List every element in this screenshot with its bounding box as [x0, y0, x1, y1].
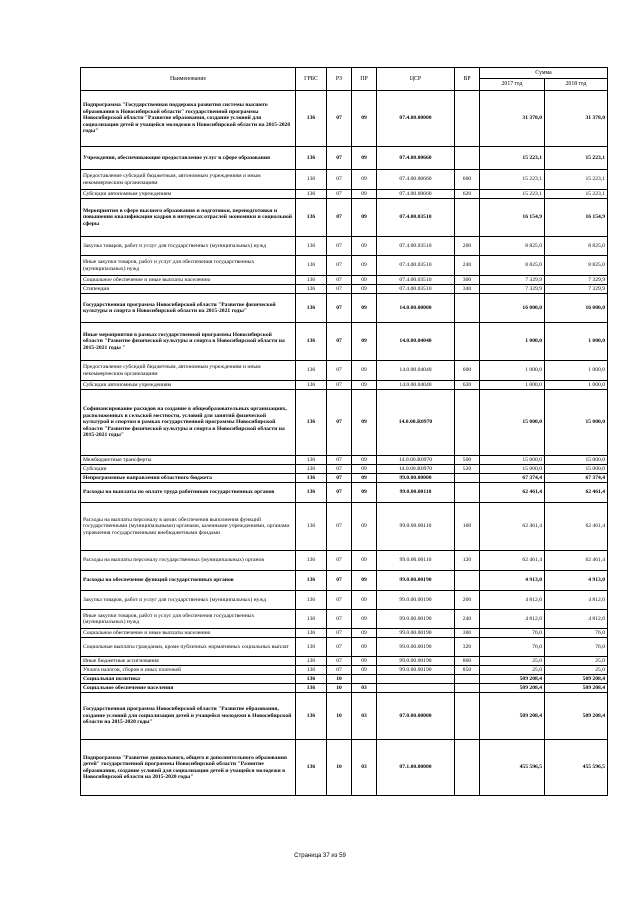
cell-sum-2018: 15 223,1: [545, 170, 608, 190]
cell-pr: 09: [352, 483, 377, 503]
cell-name: Субсидии автономным учреждениям: [81, 190, 296, 199]
cell-name: Государственная программа Новосибирской области "Развитие физической культуры и спорта в Новосибирской области на 2015-2021 годы": [81, 294, 296, 323]
cell-sum-2017: 15 000,0: [480, 465, 545, 474]
cell-csr: 14.0.00.04040: [377, 381, 455, 390]
cell-name: Учреждения, обеспечивающие предоставление услуг в сфере образования: [81, 147, 296, 170]
cell-sum-2017: 15 000,0: [480, 456, 545, 465]
cell-name: Расходы на выплаты по оплате труда работников государственных органов: [81, 483, 296, 503]
cell-vr: [455, 323, 480, 361]
cell-pr: 09: [352, 285, 377, 294]
header-name: Наименование: [81, 68, 296, 91]
cell-grbs: 136: [296, 551, 327, 571]
cell-grbs: 136: [296, 571, 327, 591]
cell-sum-2018: 62 461,4: [545, 483, 608, 503]
table-row: [81, 638, 608, 657]
cell-grbs: 136: [296, 740, 327, 796]
cell-rz: 07: [327, 591, 352, 610]
cell-grbs: 136: [296, 684, 327, 693]
table-row: [81, 276, 608, 285]
cell-vr: 620: [455, 381, 480, 390]
cell-sum-2018: 67 374,4: [545, 474, 608, 483]
cell-vr: [455, 483, 480, 503]
cell-sum-2017: 62 461,4: [480, 551, 545, 571]
cell-rz: 07: [327, 666, 352, 675]
cell-sum-2017: 16 154,9: [480, 199, 545, 237]
cell-grbs: 136: [296, 323, 327, 361]
header-year-2018: 2018 год: [545, 79, 608, 91]
cell-vr: 200: [455, 591, 480, 610]
cell-grbs: 136: [296, 361, 327, 381]
cell-name: Непрограммные направления областного бюджета: [81, 474, 296, 483]
cell-rz: 07: [327, 390, 352, 456]
table-row: [81, 323, 608, 361]
table-row: [81, 465, 608, 474]
table-row: [81, 591, 608, 610]
cell-sum-2017: 1 000,0: [480, 323, 545, 361]
cell-vr: 200: [455, 237, 480, 256]
cell-vr: 520: [455, 465, 480, 474]
cell-grbs: 136: [296, 666, 327, 675]
cell-rz: 07: [327, 638, 352, 657]
table-row: [81, 740, 608, 796]
table-row: [81, 256, 608, 276]
table-row: [81, 91, 608, 147]
cell-pr: 09: [352, 276, 377, 285]
cell-grbs: 136: [296, 629, 327, 638]
cell-vr: 300: [455, 276, 480, 285]
cell-grbs: 136: [296, 285, 327, 294]
cell-rz: 07: [327, 285, 352, 294]
cell-name: Социальное обеспечение и иные выплаты населению: [81, 629, 296, 638]
cell-csr: 07.4.00.03510: [377, 285, 455, 294]
cell-vr: 500: [455, 456, 480, 465]
cell-rz: 07: [327, 610, 352, 629]
cell-vr: 800: [455, 657, 480, 666]
cell-sum-2017: 455 596,5: [480, 740, 545, 796]
cell-vr: [455, 147, 480, 170]
cell-pr: 09: [352, 610, 377, 629]
cell-pr: 03: [352, 740, 377, 796]
cell-csr: 99.0.00.00110: [377, 483, 455, 503]
cell-name: Закупка товаров, работ и услуг для государственных (муниципальных) нужд: [81, 591, 296, 610]
cell-sum-2017: 25,0: [480, 666, 545, 675]
cell-csr: 99.0.00.00190: [377, 666, 455, 675]
cell-rz: 07: [327, 551, 352, 571]
cell-vr: [455, 390, 480, 456]
cell-sum-2018: 1 000,0: [545, 381, 608, 390]
cell-sum-2017: 76,0: [480, 638, 545, 657]
cell-sum-2017: 4 812,0: [480, 610, 545, 629]
cell-csr: [377, 675, 455, 684]
cell-rz: 07: [327, 456, 352, 465]
header-year-2017: 2017 год: [480, 79, 545, 91]
cell-pr: 09: [352, 571, 377, 591]
cell-vr: 850: [455, 666, 480, 675]
cell-sum-2017: 7 329,9: [480, 276, 545, 285]
cell-name: Подпрограмма "Развитие дошкольного, общего и дополнительного образования детей" государственной программы Новосибирской области "Развитие образования, создание условий для социализации детей и учащейся молодежи в Новосибирской области на 2015-2020 годы": [81, 740, 296, 796]
cell-csr: 07.0.00.00000: [377, 693, 455, 740]
cell-vr: 300: [455, 629, 480, 638]
cell-grbs: 136: [296, 456, 327, 465]
cell-rz: 10: [327, 740, 352, 796]
cell-vr: [455, 474, 480, 483]
cell-rz: 07: [327, 381, 352, 390]
cell-csr: 07.4.00.03510: [377, 199, 455, 237]
cell-pr: 09: [352, 91, 377, 147]
cell-vr: 320: [455, 638, 480, 657]
cell-grbs: 136: [296, 237, 327, 256]
cell-pr: 09: [352, 256, 377, 276]
cell-sum-2017: 25,0: [480, 657, 545, 666]
cell-pr: [352, 675, 377, 684]
cell-csr: 07.4.00.03510: [377, 276, 455, 285]
table-row: [81, 629, 608, 638]
cell-sum-2017: 7 329,9: [480, 285, 545, 294]
cell-rz: 10: [327, 675, 352, 684]
table-row: [81, 456, 608, 465]
cell-name: Социальная политика: [81, 675, 296, 684]
cell-sum-2018: 62 461,4: [545, 551, 608, 571]
cell-sum-2017: 15 000,0: [480, 390, 545, 456]
table-row: [81, 381, 608, 390]
cell-pr: 09: [352, 323, 377, 361]
cell-vr: [455, 684, 480, 693]
budget-table: [80, 67, 608, 796]
cell-vr: [455, 571, 480, 591]
cell-csr: 99.0.00.00110: [377, 551, 455, 571]
cell-rz: 07: [327, 256, 352, 276]
cell-grbs: 136: [296, 147, 327, 170]
cell-vr: [455, 199, 480, 237]
table-row: [81, 657, 608, 666]
cell-csr: 14.0.00.04040: [377, 323, 455, 361]
cell-rz: 07: [327, 237, 352, 256]
cell-rz: 07: [327, 91, 352, 147]
cell-rz: 07: [327, 503, 352, 551]
cell-sum-2018: 62 461,4: [545, 503, 608, 551]
cell-rz: 07: [327, 474, 352, 483]
table-row: [81, 610, 608, 629]
table-row: [81, 147, 608, 170]
cell-csr: 99.0.00.00110: [377, 503, 455, 551]
cell-rz: 07: [327, 147, 352, 170]
table-body: [81, 91, 608, 796]
table-row: [81, 199, 608, 237]
cell-name: Иные закупки товаров, работ и услуг для обеспечения государственных (муниципальных) нужд: [81, 256, 296, 276]
header-csr: ЦСР: [377, 68, 455, 91]
cell-vr: [455, 91, 480, 147]
cell-csr: 07.4.00.00660: [377, 147, 455, 170]
cell-csr: 14.0.00.R0970: [377, 390, 455, 456]
table-row: [81, 361, 608, 381]
cell-name: Подпрограмма "Государственная поддержка развития системы высшего образования в Новосибирской области" государственной программы Новосибирской области "Развитие образования, создание условий для социализации детей и учащейся молодежи в Новосибирской области на 2015-2020 годы": [81, 91, 296, 147]
cell-grbs: 136: [296, 390, 327, 456]
cell-grbs: 136: [296, 465, 327, 474]
cell-grbs: 136: [296, 276, 327, 285]
cell-sum-2017: 16 000,0: [480, 294, 545, 323]
cell-sum-2017: 62 461,4: [480, 483, 545, 503]
cell-pr: 09: [352, 503, 377, 551]
cell-grbs: 136: [296, 294, 327, 323]
cell-pr: 09: [352, 456, 377, 465]
cell-name: Социальное обеспечение и иные выплаты населению: [81, 276, 296, 285]
page-number: Страница 37 из 59: [294, 853, 346, 859]
cell-sum-2018: 76,0: [545, 629, 608, 638]
cell-vr: 100: [455, 503, 480, 551]
cell-name: Стипендии: [81, 285, 296, 294]
cell-sum-2017: 1 000,0: [480, 381, 545, 390]
cell-csr: 07.4.00.00660: [377, 170, 455, 190]
cell-name: Субсидии автономным учреждениям: [81, 381, 296, 390]
cell-csr: 07.4.00.00000: [377, 91, 455, 147]
cell-rz: 07: [327, 465, 352, 474]
cell-sum-2018: 25,0: [545, 657, 608, 666]
cell-pr: 09: [352, 294, 377, 323]
cell-grbs: 136: [296, 503, 327, 551]
table-row: [81, 285, 608, 294]
table-row: [81, 474, 608, 483]
cell-pr: 09: [352, 629, 377, 638]
cell-name: Субсидии: [81, 465, 296, 474]
cell-pr: 09: [352, 657, 377, 666]
cell-sum-2018: 31 378,0: [545, 91, 608, 147]
cell-sum-2018: 16 000,0: [545, 294, 608, 323]
cell-rz: 07: [327, 170, 352, 190]
cell-vr: [455, 675, 480, 684]
cell-name: Социальные выплаты гражданам, кроме публичных нормативных социальных выплат: [81, 638, 296, 657]
cell-pr: 09: [352, 361, 377, 381]
cell-csr: 07.4.00.00660: [377, 190, 455, 199]
cell-vr: 340: [455, 285, 480, 294]
cell-sum-2017: 15 223,1: [480, 147, 545, 170]
cell-name: Социальное обеспечение населения: [81, 684, 296, 693]
cell-name: Расходы на обеспечение функций государственных органов: [81, 571, 296, 591]
cell-name: Иные закупки товаров, работ и услуг для обеспечения государственных (муниципальных) нужд: [81, 610, 296, 629]
cell-rz: 07: [327, 657, 352, 666]
cell-grbs: 136: [296, 693, 327, 740]
cell-name: Уплата налогов, сборов и иных платежей: [81, 666, 296, 675]
cell-rz: 07: [327, 294, 352, 323]
cell-csr: 99.0.00.00190: [377, 571, 455, 591]
cell-csr: 99.0.00.00190: [377, 657, 455, 666]
cell-sum-2017: 509 208,4: [480, 684, 545, 693]
cell-name: Предоставление субсидий бюджетным, автономным учреждениям и иным некоммерческим организациям: [81, 361, 296, 381]
table-row: [81, 684, 608, 693]
header-sum: Сумма: [480, 68, 608, 79]
table-row: [81, 693, 608, 740]
cell-sum-2018: 1 000,0: [545, 323, 608, 361]
cell-name: Софинансирование расходов на создание в общеобразовательных организациях, расположенных в сельской местности, условий для занятий физической культурой и спортом в рамках государственной программы Новосибирской области "Развитие физической культуры и спорта в Новосибирской области на 2015-2021 годы": [81, 390, 296, 456]
cell-name: Закупка товаров, работ и услуг для государственных (муниципальных) нужд: [81, 237, 296, 256]
cell-sum-2017: 31 378,0: [480, 91, 545, 147]
table-row: [81, 170, 608, 190]
table-row: [81, 237, 608, 256]
cell-vr: 240: [455, 610, 480, 629]
cell-csr: 99.0.00.00190: [377, 591, 455, 610]
cell-rz: 10: [327, 684, 352, 693]
cell-sum-2017: 4 913,0: [480, 571, 545, 591]
cell-sum-2017: 67 374,4: [480, 474, 545, 483]
cell-csr: 14.0.00.00000: [377, 294, 455, 323]
cell-rz: 07: [327, 276, 352, 285]
table-row: [81, 551, 608, 571]
cell-pr: 09: [352, 147, 377, 170]
cell-sum-2018: 15 000,0: [545, 390, 608, 456]
cell-rz: 07: [327, 571, 352, 591]
cell-csr: 99.0.00.00190: [377, 638, 455, 657]
cell-sum-2018: 8 825,0: [545, 256, 608, 276]
cell-pr: 09: [352, 237, 377, 256]
cell-sum-2018: 7 329,9: [545, 285, 608, 294]
cell-rz: 07: [327, 199, 352, 237]
cell-sum-2017: 15 223,1: [480, 190, 545, 199]
cell-pr: 03: [352, 684, 377, 693]
cell-sum-2018: 15 223,1: [545, 147, 608, 170]
cell-grbs: 136: [296, 190, 327, 199]
cell-pr: 09: [352, 591, 377, 610]
cell-vr: 620: [455, 190, 480, 199]
cell-sum-2018: 455 596,5: [545, 740, 608, 796]
table-row: [81, 675, 608, 684]
cell-name: Иные мероприятия в рамках государственной программы Новосибирской области "Развитие физической культуры и спорта в Новосибирской области на 2015-2021 годы ": [81, 323, 296, 361]
cell-csr: 14.0.00.R0970: [377, 465, 455, 474]
table-row: [81, 571, 608, 591]
cell-sum-2018: 509 208,4: [545, 684, 608, 693]
cell-sum-2017: 15 223,1: [480, 170, 545, 190]
cell-name: Мероприятия в сфере высшего образования и подготовки, переподготовки и повышения квалификации кадров в интересах отраслей экономики и социальной сферы: [81, 199, 296, 237]
cell-name: Расходы на выплаты персоналу государственных (муниципальных) органов: [81, 551, 296, 571]
cell-rz: 07: [327, 483, 352, 503]
cell-sum-2018: 4 812,0: [545, 610, 608, 629]
cell-sum-2017: 509 208,4: [480, 675, 545, 684]
cell-name: Предоставление субсидий бюджетным, автономным учреждениям и иным некоммерческим организациям: [81, 170, 296, 190]
cell-sum-2018: 509 208,4: [545, 675, 608, 684]
cell-sum-2018: 16 154,9: [545, 199, 608, 237]
cell-name: Иные бюджетные ассигнования: [81, 657, 296, 666]
cell-grbs: 136: [296, 657, 327, 666]
cell-csr: 14.0.00.04040: [377, 361, 455, 381]
cell-sum-2018: 4 913,0: [545, 571, 608, 591]
cell-pr: 09: [352, 666, 377, 675]
cell-pr: 09: [352, 381, 377, 390]
cell-sum-2018: 7 329,9: [545, 276, 608, 285]
cell-vr: 600: [455, 170, 480, 190]
table-row: [81, 390, 608, 456]
cell-csr: 99.0.00.00190: [377, 629, 455, 638]
cell-grbs: 136: [296, 170, 327, 190]
cell-vr: [455, 693, 480, 740]
cell-sum-2018: 4 812,0: [545, 591, 608, 610]
cell-pr: 09: [352, 390, 377, 456]
cell-pr: 09: [352, 638, 377, 657]
cell-grbs: 136: [296, 381, 327, 390]
cell-vr: [455, 294, 480, 323]
cell-csr: 07.1.00.00000: [377, 740, 455, 796]
header-pr: ПР: [352, 68, 377, 91]
header-rz: РЗ: [327, 68, 352, 91]
cell-name: Расходы на выплаты персоналу в целях обеспечения выполнения функций государственными (муниципальными) органами, казенными учреждениями, органами управления государственными внебюджетными фондами: [81, 503, 296, 551]
cell-name: Государственная программа Новосибирской области "Развитие образования, создание условий для социализации детей и учащейся молодежи в Новосибирской области на 2015-2020 годы": [81, 693, 296, 740]
cell-sum-2017: 1 000,0: [480, 361, 545, 381]
cell-vr: 600: [455, 361, 480, 381]
cell-sum-2018: 25,0: [545, 666, 608, 675]
table-row: [81, 294, 608, 323]
cell-vr: 120: [455, 551, 480, 571]
cell-grbs: 136: [296, 199, 327, 237]
cell-csr: [377, 684, 455, 693]
cell-csr: 07.4.00.03510: [377, 237, 455, 256]
cell-pr: 09: [352, 474, 377, 483]
table-row: [81, 503, 608, 551]
header-vr: ВР: [455, 68, 480, 91]
cell-sum-2017: 62 461,4: [480, 503, 545, 551]
cell-pr: 09: [352, 465, 377, 474]
cell-pr: 03: [352, 693, 377, 740]
cell-vr: [455, 740, 480, 796]
table-row: [81, 666, 608, 675]
cell-vr: 240: [455, 256, 480, 276]
cell-sum-2017: 8 825,0: [480, 237, 545, 256]
cell-rz: 07: [327, 323, 352, 361]
cell-grbs: 136: [296, 91, 327, 147]
cell-sum-2017: 509 208,4: [480, 693, 545, 740]
cell-name: Межбюджетные трансферты: [81, 456, 296, 465]
cell-grbs: 136: [296, 483, 327, 503]
cell-csr: 07.4.00.03510: [377, 256, 455, 276]
cell-sum-2017: 8 825,0: [480, 256, 545, 276]
cell-rz: 07: [327, 190, 352, 199]
cell-rz: 10: [327, 693, 352, 740]
cell-grbs: 136: [296, 675, 327, 684]
cell-sum-2018: 1 000,0: [545, 361, 608, 381]
cell-grbs: 136: [296, 256, 327, 276]
cell-grbs: 136: [296, 638, 327, 657]
cell-pr: 09: [352, 170, 377, 190]
cell-rz: 07: [327, 629, 352, 638]
cell-sum-2018: 15 223,1: [545, 190, 608, 199]
cell-sum-2018: 8 825,0: [545, 237, 608, 256]
cell-grbs: 136: [296, 610, 327, 629]
cell-sum-2018: 15 000,0: [545, 465, 608, 474]
cell-grbs: 136: [296, 591, 327, 610]
cell-sum-2017: 4 812,0: [480, 591, 545, 610]
cell-pr: 09: [352, 190, 377, 199]
cell-csr: 99.0.00.00000: [377, 474, 455, 483]
cell-grbs: 136: [296, 474, 327, 483]
cell-sum-2018: 509 208,4: [545, 693, 608, 740]
table-row: [81, 190, 608, 199]
cell-sum-2018: 76,0: [545, 638, 608, 657]
cell-sum-2017: 76,0: [480, 629, 545, 638]
cell-csr: 99.0.00.00190: [377, 610, 455, 629]
cell-sum-2018: 15 000,0: [545, 456, 608, 465]
header-grbs: ГРБС: [296, 68, 327, 91]
cell-csr: 14.0.00.R0970: [377, 456, 455, 465]
table-row: [81, 483, 608, 503]
cell-pr: 09: [352, 551, 377, 571]
cell-rz: 07: [327, 361, 352, 381]
cell-pr: 09: [352, 199, 377, 237]
